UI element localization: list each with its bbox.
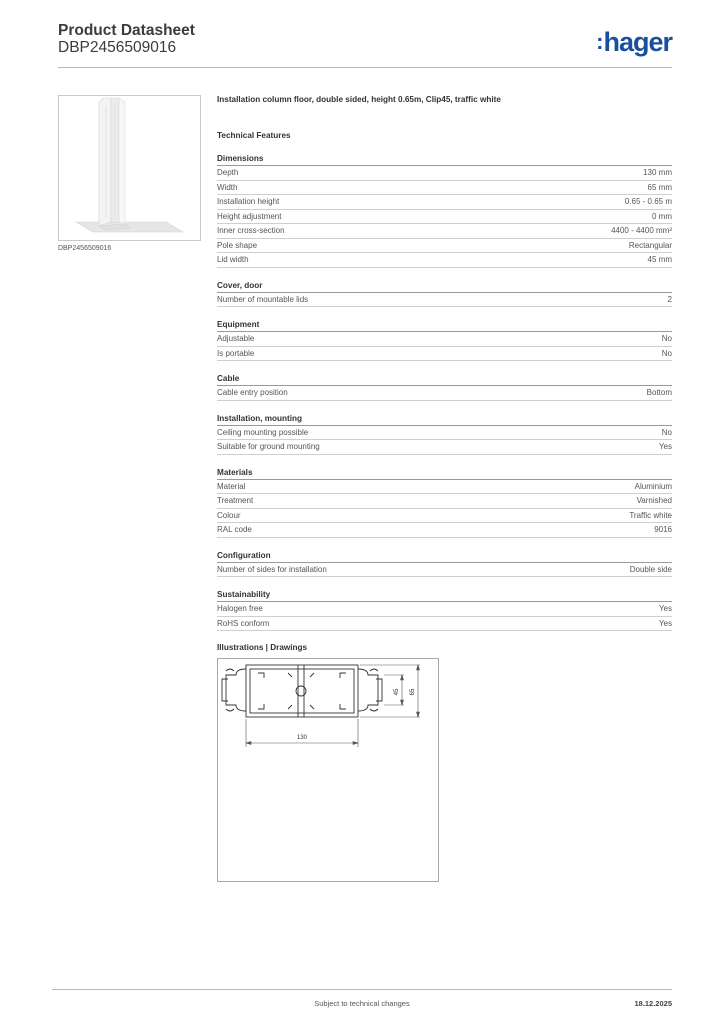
- page-footer: [52, 989, 672, 1008]
- spec-row: [217, 239, 672, 254]
- spec-value: 130 mm: [643, 168, 672, 177]
- spec-value: 9016: [654, 525, 672, 534]
- section-dimensions: [217, 153, 672, 268]
- cross-section-drawing: [218, 659, 438, 881]
- spec-value: Yes: [658, 442, 672, 451]
- spec-value: Aluminium: [634, 481, 672, 491]
- spec-row: [217, 181, 672, 196]
- spec-row: [217, 494, 672, 509]
- logo-dots-icon: :: [596, 29, 603, 54]
- spec-row: [217, 253, 672, 268]
- spec-value: 2: [667, 294, 672, 304]
- spec-label: Inner cross-section: [217, 226, 285, 235]
- spec-label: Height adjustment: [217, 211, 282, 221]
- feature-sections: [217, 153, 672, 631]
- spec-value: No: [661, 334, 672, 343]
- spec-value: Varnished: [636, 496, 672, 505]
- technical-drawing: [217, 658, 439, 882]
- spec-row: [217, 480, 672, 495]
- spec-label: Colour: [217, 510, 241, 520]
- installation-column-image: [59, 96, 200, 240]
- page-title: Product Datasheet: [58, 22, 195, 39]
- section-title: Equipment: [217, 319, 672, 332]
- spec-label: Material: [217, 481, 246, 491]
- spec-row: [217, 195, 672, 210]
- spec-value: Yes: [658, 618, 672, 628]
- spec-label: Adjustable: [217, 334, 255, 343]
- spec-value: 0.65 - 0.65 m: [624, 197, 672, 206]
- spec-row: [217, 440, 672, 455]
- spec-value: Traffic white: [629, 510, 672, 520]
- section-sustainability: [217, 589, 672, 631]
- section-cable: [217, 373, 672, 401]
- spec-label: Lid width: [217, 255, 249, 264]
- illustrations-heading: Illustrations | Drawings: [217, 643, 308, 652]
- spec-label: Depth: [217, 168, 239, 177]
- spec-row: [217, 509, 672, 524]
- section-installation-mounting: [217, 413, 672, 455]
- technical-features-heading: Technical Features: [217, 131, 291, 140]
- spec-row: [217, 224, 672, 239]
- spec-label: Halogen free: [217, 604, 263, 613]
- spec-label: Number of sides for installation: [217, 564, 327, 574]
- spec-row: [217, 332, 672, 347]
- spec-value: Bottom: [646, 388, 672, 397]
- product-code: DBP2456509016: [58, 39, 177, 56]
- photo-caption: DBP2456509016: [58, 245, 112, 252]
- spec-value: 4400 - 4400 mm²: [611, 226, 672, 235]
- dimension-outer-height-label: 65: [410, 688, 416, 696]
- footer-note: Subject to technical changes: [314, 999, 410, 1008]
- section-title: Configuration: [217, 550, 672, 563]
- spec-label: Installation height: [217, 197, 280, 206]
- spec-label: RAL code: [217, 525, 252, 534]
- section-title: Materials: [217, 467, 672, 480]
- spec-row: [217, 293, 672, 308]
- dimension-width-label: 130: [296, 735, 308, 741]
- product-description: Installation column floor, double sided, height 0.65m, Clip45, traffic white: [217, 95, 501, 104]
- spec-value: 45 mm: [647, 255, 672, 264]
- spec-value: 65 mm: [647, 182, 672, 192]
- section-title: Cable: [217, 373, 672, 386]
- spec-label: Suitable for ground mounting: [217, 442, 320, 451]
- spec-label: Treatment: [217, 496, 254, 505]
- spec-label: RoHS conform: [217, 618, 270, 628]
- section-cover-door: [217, 280, 672, 308]
- spec-label: Width: [217, 182, 238, 192]
- spec-row: [217, 523, 672, 538]
- spec-value: 0 mm: [652, 211, 672, 221]
- spec-value: No: [661, 427, 672, 437]
- product-photo: [58, 95, 201, 241]
- spec-row: [217, 617, 672, 632]
- spec-label: Ceiling mounting possible: [217, 427, 309, 437]
- section-title: Installation, mounting: [217, 413, 672, 426]
- spec-row: [217, 563, 672, 578]
- spec-row: [217, 386, 672, 401]
- section-title: Cover, door: [217, 280, 672, 293]
- section-materials: [217, 467, 672, 538]
- footer-date: 18.12.2025: [634, 999, 672, 1008]
- spec-row: [217, 210, 672, 225]
- section-equipment: [217, 319, 672, 361]
- section-title: Sustainability: [217, 589, 672, 602]
- spec-row: [217, 602, 672, 617]
- datasheet-content: [217, 95, 672, 882]
- spec-label: Pole shape: [217, 240, 258, 250]
- hager-logo: [596, 28, 672, 58]
- spec-label: Is portable: [217, 348, 255, 358]
- spec-row: [217, 347, 672, 362]
- page-header: [58, 22, 672, 68]
- section-configuration: [217, 550, 672, 578]
- spec-value: No: [661, 348, 672, 358]
- section-title: Dimensions: [217, 153, 672, 166]
- spec-value: Rectangular: [628, 240, 672, 250]
- spec-label: Cable entry position: [217, 388, 288, 397]
- logo-text: hager: [603, 27, 672, 57]
- spec-row: [217, 166, 672, 181]
- spec-row: [217, 426, 672, 441]
- spec-value: Double side: [629, 564, 672, 574]
- spec-label: Number of mountable lids: [217, 294, 309, 304]
- dimension-inner-height-label: 45: [394, 688, 400, 696]
- spec-value: Yes: [658, 604, 672, 613]
